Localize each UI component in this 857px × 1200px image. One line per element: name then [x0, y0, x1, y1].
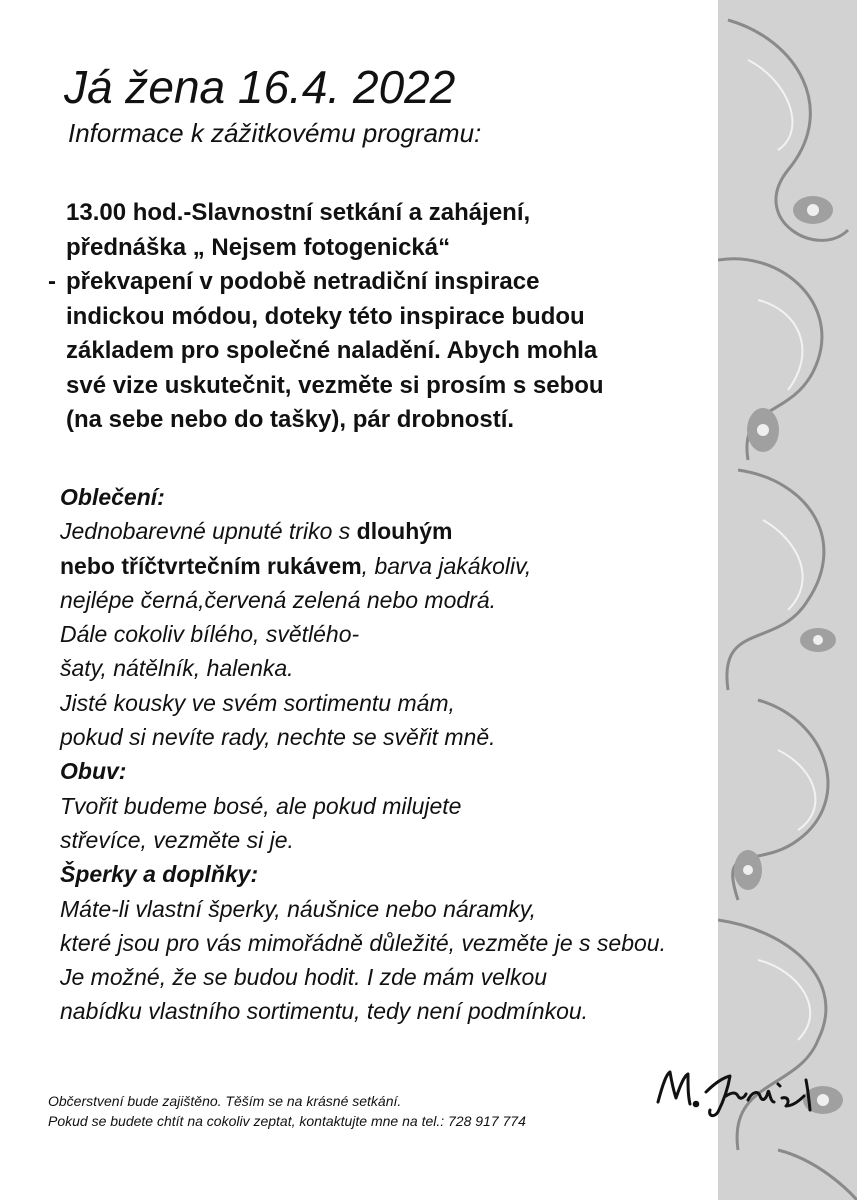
jewelry-heading: Šperky a doplňky: — [60, 861, 259, 888]
shoes-line: Tvořit budeme bosé, ale pokud milujete — [60, 792, 462, 819]
clothing-text: , barva jakákoliv, — [361, 552, 532, 579]
clothing-emphasis: dlouhým — [356, 518, 453, 545]
jewelry-line: Je možné, že se budou hodit. I zde mám velkou — [60, 964, 548, 991]
footer-note — [48, 1091, 526, 1131]
program-line-text: překvapení v podobě netradiční inspirace — [66, 268, 540, 295]
program-line: přednáška „ Nejsem fotogenická“ — [66, 233, 451, 261]
program-section — [48, 196, 728, 438]
program-line: své vize uskutečnit, vezměte si prosím s sebou — [66, 371, 604, 399]
program-line: indickou módou, doteky této inspirace budou — [66, 302, 585, 330]
shoes-heading: Obuv: — [60, 758, 127, 785]
jewelry-line: které jsou pro vás mimořádně důležité, vezměte je s sebou. — [60, 929, 666, 956]
footer-line: Občerstvení bude zajištěno. Těším se na krásné setkání. — [48, 1093, 402, 1109]
lace-decoration-strip — [718, 0, 857, 1200]
clothing-text: Jednobarevné upnuté triko s — [60, 518, 357, 545]
page-subtitle: Informace k zážitkovému programu: — [68, 118, 482, 148]
shoes-line: střevíce, vezměte si je. — [60, 826, 294, 853]
program-line: základem pro společné naladění. Abych mohla — [66, 337, 598, 364]
program-line: (na sebe nebo do tašky), pár drobností. — [66, 406, 515, 433]
footer-line: Pokud se budete chtít na cokoliv zeptat, kontaktujte mne na tel.: 728 917 774 — [48, 1113, 526, 1129]
page-title: Já žena 16.4. 2022 — [64, 61, 456, 113]
dash-marker: - — [48, 268, 56, 295]
paisley-lace-pattern — [718, 0, 857, 1200]
clothing-heading: Oblečení: — [60, 484, 165, 510]
clothing-line: pokud si nevíte rady, nechte se svěřit mně. — [60, 724, 496, 751]
program-line: 13.00 hod.-Slavnostní setkání a zahájení, — [66, 199, 531, 226]
clothing-line: Dále cokoliv bílého, světlého- — [60, 621, 360, 648]
clothing-line: šaty, nátělník, halenka. — [60, 655, 294, 682]
signature-image — [648, 1062, 823, 1122]
clothing-emphasis: nebo tříčtvrtečním rukávem — [60, 552, 362, 579]
clothing-line — [60, 514, 720, 548]
instructions-section — [60, 480, 720, 1029]
jewelry-line: nabídku vlastního sortimentu, tedy není podmínkou. — [60, 998, 589, 1025]
program-line — [48, 265, 728, 300]
jewelry-line: Máte-li vlastní šperky, náušnice nebo náramky, — [60, 895, 536, 922]
clothing-line — [60, 549, 720, 583]
clothing-line: nejlépe černá,červená zelená nebo modrá. — [60, 586, 497, 613]
clothing-line: Jisté kousky ve svém sortimentu mám, — [60, 689, 455, 716]
